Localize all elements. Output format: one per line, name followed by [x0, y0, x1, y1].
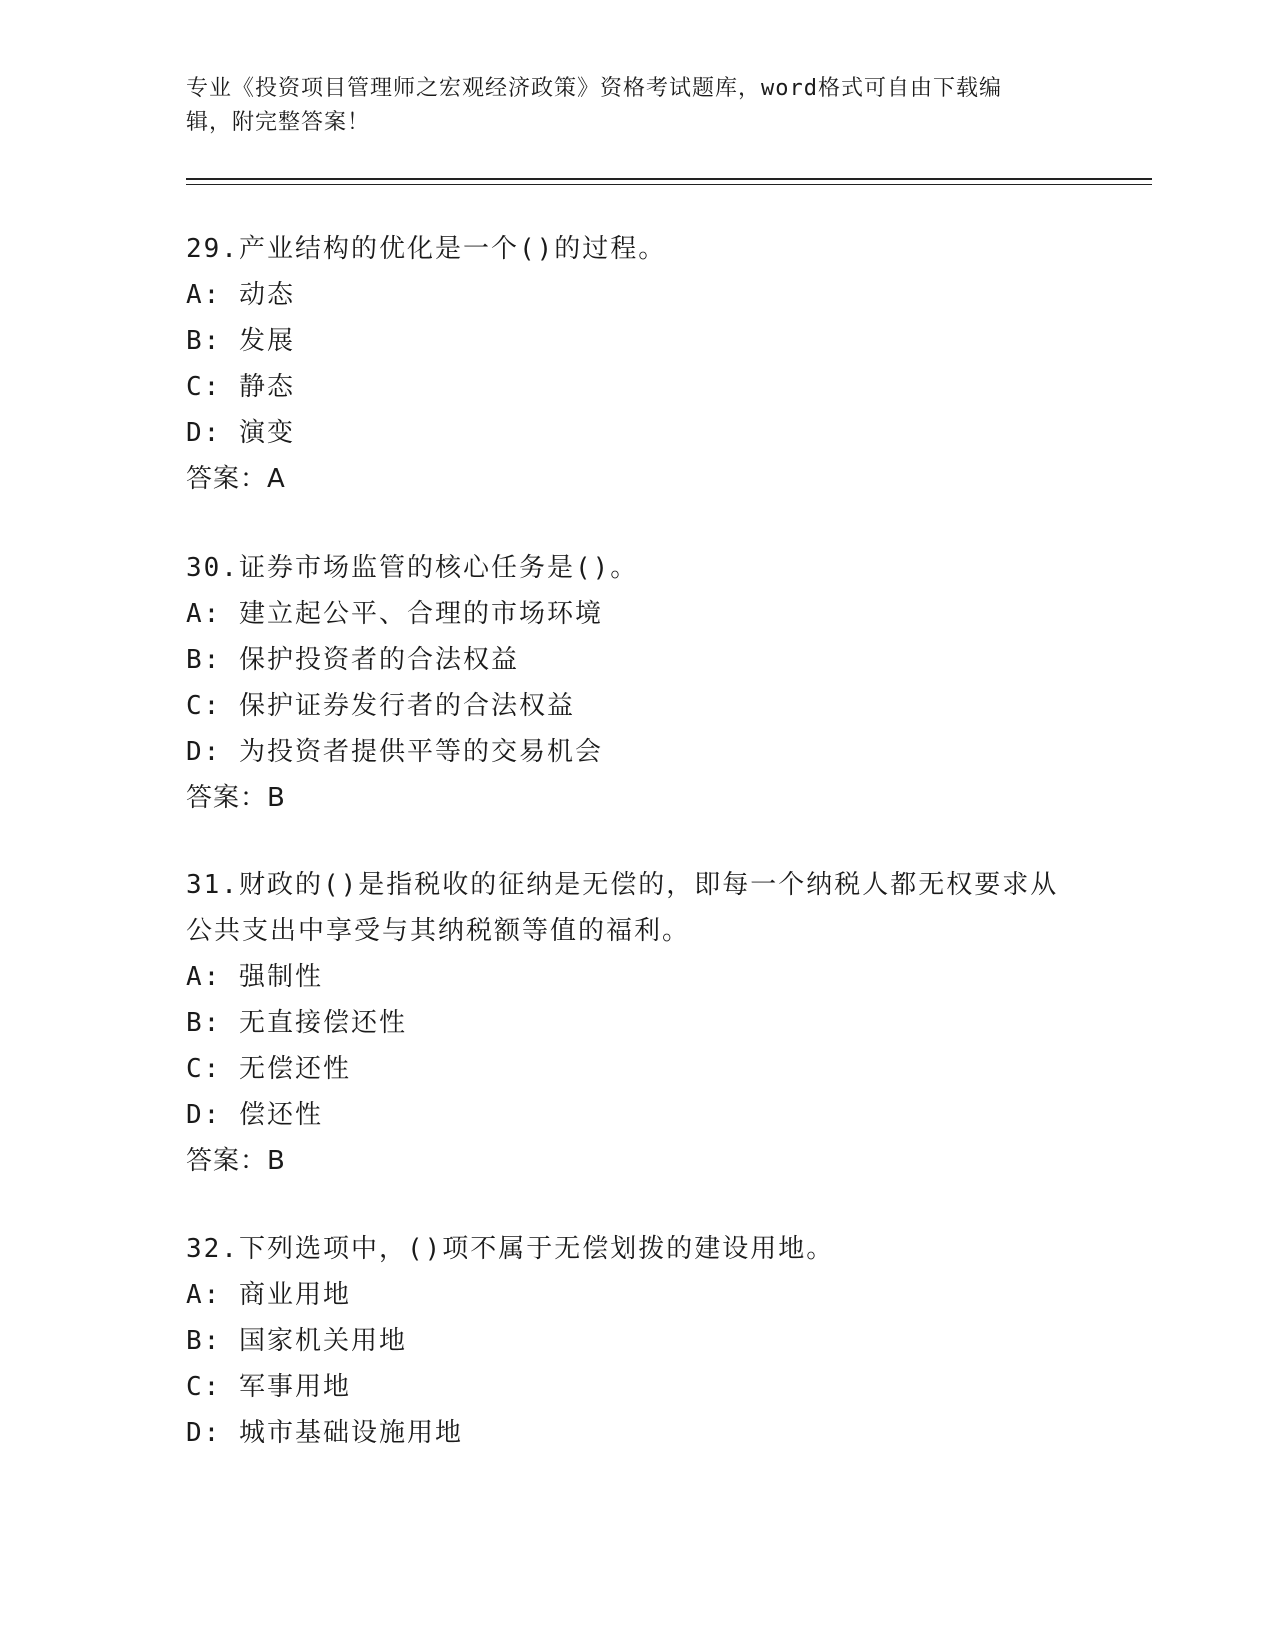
option-a: A: 动态	[186, 280, 295, 310]
header-line-2: 辑，附完整答案！	[186, 110, 371, 135]
question-31	[186, 862, 1086, 1184]
option-c: C: 无偿还性	[186, 1054, 351, 1084]
option-c: C: 军事用地	[186, 1372, 351, 1402]
option-d: D: 城市基础设施用地	[186, 1418, 463, 1448]
option-b: B: 保护投资者的合法权益	[186, 645, 519, 675]
option-c: C: 保护证券发行者的合法权益	[186, 691, 575, 721]
header-rule-thin	[186, 184, 1152, 185]
option-a: A: 强制性	[186, 962, 323, 992]
question-30	[186, 545, 1086, 821]
question-29	[186, 226, 1086, 502]
option-d: D: 为投资者提供平等的交易机会	[186, 737, 603, 767]
question-text: 30.证券市场监管的核心任务是()。	[186, 553, 639, 583]
option-a: A: 商业用地	[186, 1280, 351, 1310]
option-b: B: 无直接偿还性	[186, 1008, 407, 1038]
answer: 答案：B	[186, 783, 286, 813]
answer: 答案：A	[186, 464, 286, 494]
option-d: D: 偿还性	[186, 1100, 323, 1130]
question-text: 32.下列选项中，()项不属于无偿划拨的建设用地。	[186, 1234, 835, 1264]
answer: 答案：B	[186, 1146, 286, 1176]
option-b: B: 国家机关用地	[186, 1326, 407, 1356]
question-text: 29.产业结构的优化是一个()的过程。	[186, 234, 667, 264]
header-rule-thick	[186, 178, 1152, 180]
option-d: D: 演变	[186, 418, 295, 448]
question-text-line-2: 公共支出中享受与其纳税额等值的福利。	[186, 916, 691, 946]
question-text-line-1: 31.财政的()是指税收的征纳是无偿的，即每一个纳税人都无权要求从	[186, 870, 1059, 900]
document-header	[186, 72, 1066, 140]
header-line-1: 专业《投资项目管理师之宏观经济政策》资格考试题库，word格式可自由下载编	[186, 76, 1002, 101]
option-a: A: 建立起公平、合理的市场环境	[186, 599, 603, 629]
option-b: B: 发展	[186, 326, 295, 356]
option-c: C: 静态	[186, 372, 295, 402]
question-32	[186, 1226, 1086, 1456]
